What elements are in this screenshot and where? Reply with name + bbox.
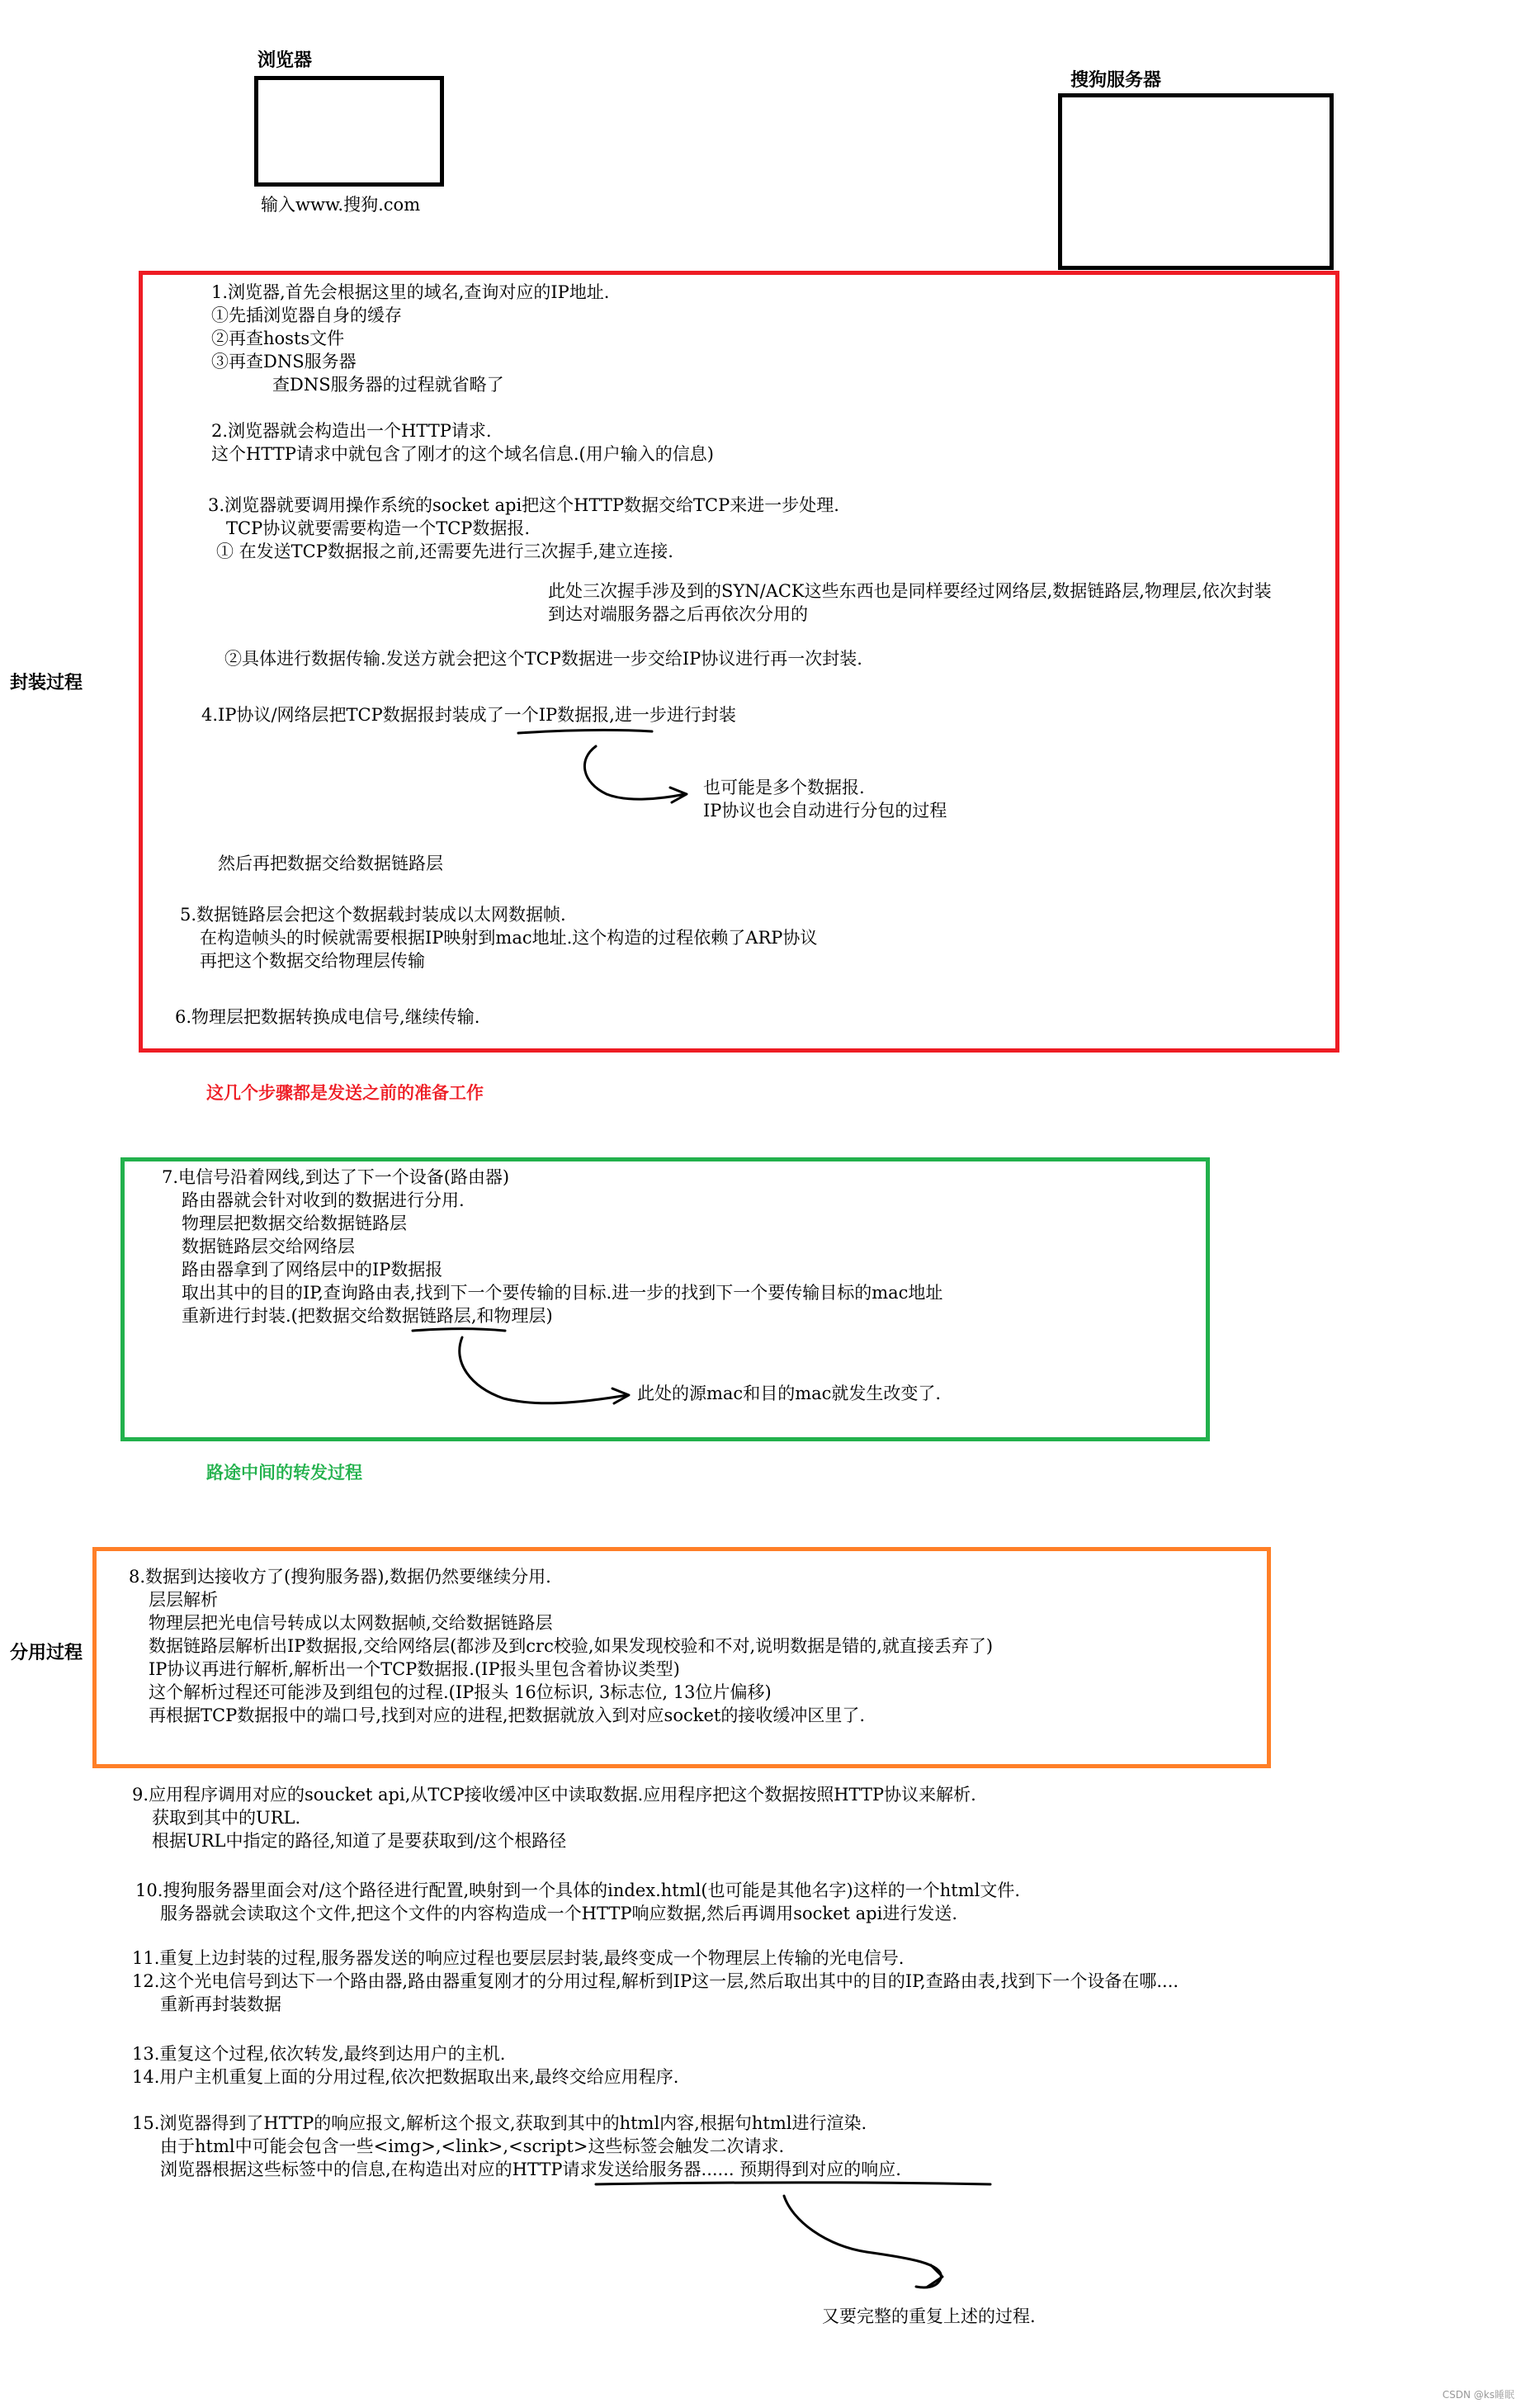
red-line: 再把这个数据交给物理层传输 <box>200 951 425 971</box>
red-line: 5.数据链路层会把这个数据载封装成以太网数据帧. <box>180 905 566 925</box>
red-line: 在构造帧头的时候就需要根据IP映射到mac地址.这个构造的过程依赖了ARP协议 <box>200 928 818 948</box>
tail-line: 由于html中可能会包含一些<img>,<link>,<script>这些标签会触发二次请求. <box>160 2136 785 2156</box>
red-line: ①先插浏览器自身的缓存 <box>211 305 402 325</box>
red-line: 然后再把数据交给数据链路层 <box>218 854 443 873</box>
orange-line: 层层解析 <box>149 1590 218 1610</box>
green-line: 7.电信号沿着网线,到达了下一个设备(路由器) <box>162 1167 510 1187</box>
red-line: ②再查hosts文件 <box>211 329 345 348</box>
tail-line: 15.浏览器得到了HTTP的响应报文,解析这个报文,获取到其中的html内容,根据句html进行渲染. <box>132 2113 867 2133</box>
green-line: 物理层把数据交给数据链路层 <box>182 1213 407 1233</box>
red-line: ②具体进行数据传输.发送方就会把这个TCP数据进一步交给IP协议进行再一次封装. <box>224 649 862 669</box>
tail-line: 10.搜狗服务器里面会对/这个路径进行配置,映射到一个具体的index.html(也可能是其他名字)这样的一个html文件. <box>135 1881 1021 1900</box>
green-line: 数据链路层交给网络层 <box>182 1237 355 1256</box>
tail-line: 重新再封装数据 <box>160 1994 281 2014</box>
red-line: TCP协议就要需要构造一个TCP数据报. <box>226 518 531 538</box>
browser-box <box>254 76 444 187</box>
watermark: CSDN @ks睡眠 <box>1442 2389 1514 2401</box>
tail-line: 浏览器根据这些标签中的信息,在构造出对应的HTTP请求发送给服务器...... 预期得到对应的响应. <box>160 2160 901 2179</box>
forwarding-note: 路途中间的转发过程 <box>206 1462 362 1483</box>
tail-line: 又要完整的重复上述的过程. <box>822 2306 1036 2326</box>
green-line: 重新进行封装.(把数据交给数据链路层,和物理层) <box>182 1306 553 1326</box>
green-line: 路由器就会针对收到的数据进行分用. <box>182 1190 465 1210</box>
orange-line: 再根据TCP数据报中的端口号,找到对应的进程,把数据就放入到对应socket的接收缓冲区里了. <box>149 1705 866 1725</box>
browser-label: 浏览器 <box>257 50 313 71</box>
encapsulation-label: 封装过程 <box>10 672 83 693</box>
red-line: 4.IP协议/网络层把TCP数据报封装成了一个IP数据报,进一步进行封装 <box>201 705 736 725</box>
red-line: 6.物理层把数据转换成电信号,继续传输. <box>175 1007 480 1027</box>
red-line: 查DNS服务器的过程就省略了 <box>272 375 504 395</box>
http-request-underline <box>596 2183 990 2184</box>
tail-line: 12.这个光电信号到达下一个路由器,路由器重复刚才的分用过程,解析到IP这一层,然后取出其中的目的IP,查路由表,找到下一个设备在哪.... <box>132 1971 1179 1991</box>
tail-line: 13.重复这个过程,依次转发,最终到达用户的主机. <box>132 2044 506 2064</box>
green-line: 取出其中的目的IP,查询路由表,找到下一个要传输的目标.进一步的找到下一个要传输目标的mac地址 <box>182 1283 943 1303</box>
red-line: 2.浏览器就会构造出一个HTTP请求. <box>211 421 492 441</box>
tail-line: 获取到其中的URL. <box>152 1808 301 1828</box>
red-line: 1.浏览器,首先会根据这里的域名,查询对应的IP地址. <box>211 282 610 302</box>
green-line: 此处的源mac和目的mac就发生改变了. <box>637 1384 942 1403</box>
encapsulation-note: 这几个步骤都是发送之前的准备工作 <box>206 1082 484 1103</box>
red-line: 到达对端服务器之后再依次分用的 <box>548 604 808 624</box>
red-line: 3.浏览器就要调用操作系统的socket api把这个HTTP数据交给TCP来进一步处理. <box>208 495 839 515</box>
tail-line: 14.用户主机重复上面的分用过程,依次把数据取出来,最终交给应用程序. <box>132 2067 679 2087</box>
red-line: IP协议也会自动进行分包的过程 <box>703 801 947 821</box>
server-box <box>1058 93 1334 270</box>
server-label: 搜狗服务器 <box>1070 69 1162 91</box>
orange-line: IP协议再进行解析,解析出一个TCP数据报.(IP报头里包含着协议类型) <box>149 1659 680 1679</box>
red-line: 这个HTTP请求中就包含了刚才的这个域名信息.(用户输入的信息) <box>211 444 714 464</box>
tail-line: 9.应用程序调用对应的soucket api,从TCP接收缓冲区中读取数据.应用程序把这个数据按照HTTP协议来解析. <box>132 1785 976 1805</box>
orange-line: 这个解析过程还可能涉及到组包的过程.(IP报头 16位标识, 3标志位, 13位片偏移) <box>149 1682 772 1702</box>
red-line: ③再查DNS服务器 <box>211 352 357 371</box>
tail-line: 服务器就会读取这个文件,把这个文件的内容构造成一个HTTP响应数据,然后再调用socket api进行发送. <box>160 1904 957 1923</box>
orange-line: 物理层把光电信号转成以太网数据帧,交给数据链路层 <box>149 1613 553 1633</box>
tail-line: 根据URL中指定的路径,知道了是要获取到/这个根路径 <box>152 1831 567 1851</box>
red-line: 此处三次握手涉及到的SYN/ACK这些东西也是同样要经过网络层,数据链路层,物理层,依次封装 <box>548 581 1272 601</box>
red-line: ① 在发送TCP数据报之前,还需要先进行三次握手,建立连接. <box>216 542 673 561</box>
orange-line: 8.数据到达接收方了(搜狗服务器),数据仍然要继续分用. <box>129 1567 551 1587</box>
tail-line: 11.重复上边封装的过程,服务器发送的响应过程也要层层封装,最终变成一个物理层上传输的光电信号. <box>132 1948 905 1968</box>
green-line: 路由器拿到了网络层中的IP数据报 <box>182 1260 443 1280</box>
demultiplex-label: 分用过程 <box>10 1642 83 1663</box>
http-request-arrow <box>784 2196 941 2287</box>
orange-line: 数据链路层解析出IP数据报,交给网络层(都涉及到crc校验,如果发现校验和不对,说明数据是错的,就直接丢弃了) <box>149 1636 994 1656</box>
browser-input-caption: 输入www.搜狗.com <box>261 195 421 215</box>
red-line: 也可能是多个数据报. <box>703 778 865 797</box>
http-request-arrowhead <box>928 2265 942 2287</box>
